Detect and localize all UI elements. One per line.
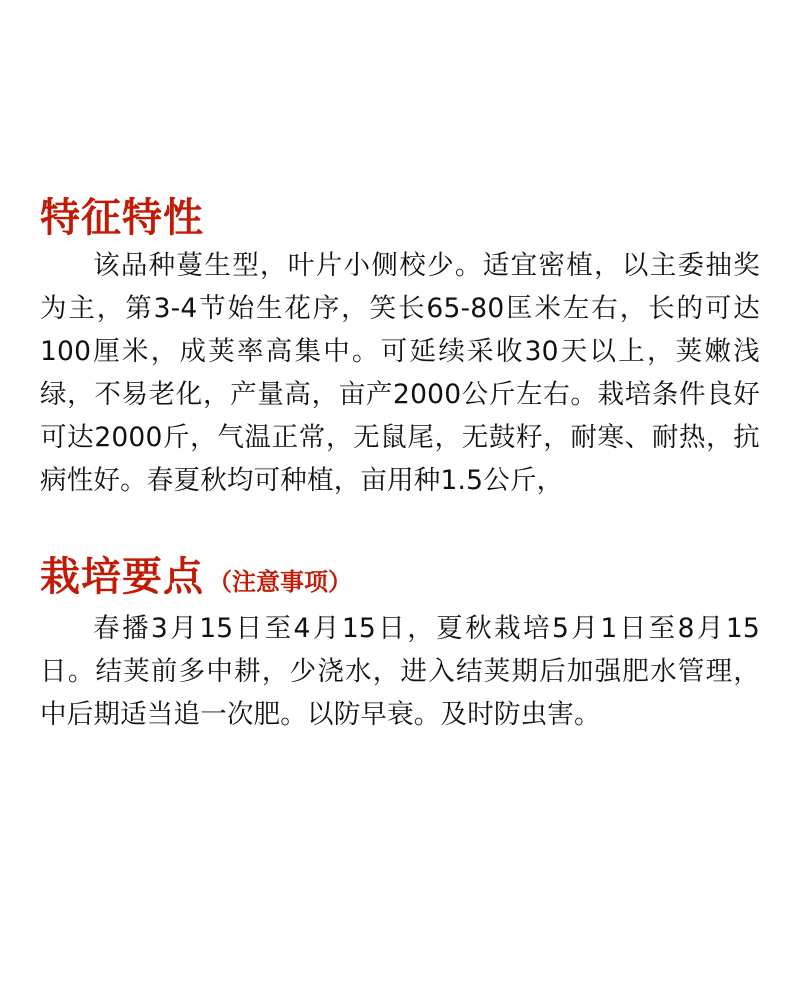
section-features (40, 0, 760, 503)
section-cultivation (40, 503, 760, 737)
features-heading: 特征特性 (40, 194, 204, 241)
cultivation-body: 春播3月15日至4月15日，夏秋栽培5月1日至8月15日。结荚前多中耕，少浇水，进入结荚期后加强肥水管理，中后期适当追一次肥。以防早衰。及时防虫害。 (40, 612, 760, 730)
cultivation-heading: 栽培要点 (40, 552, 204, 600)
features-body: 该品种蔓生型，叶片小侧校少。适宜密植，以主委抽奖为主，第3-4节始生花序，笑长65-80匡米左右，长的可达100厘米，成荚率高集中。可延续采收30天以上，荚嫩浅绿，不易老化，产量高，亩产2000公斤左右。栽培条件良好可达2000斤，气温正常，无鼠尾，无鼓籽，耐寒、耐热，抗病性好。春夏秋均可种植，亩用种1.5公斤， (40, 250, 760, 496)
cultivation-subheading: （注意事项） (208, 566, 352, 596)
cultivation-heading-row (40, 552, 760, 604)
